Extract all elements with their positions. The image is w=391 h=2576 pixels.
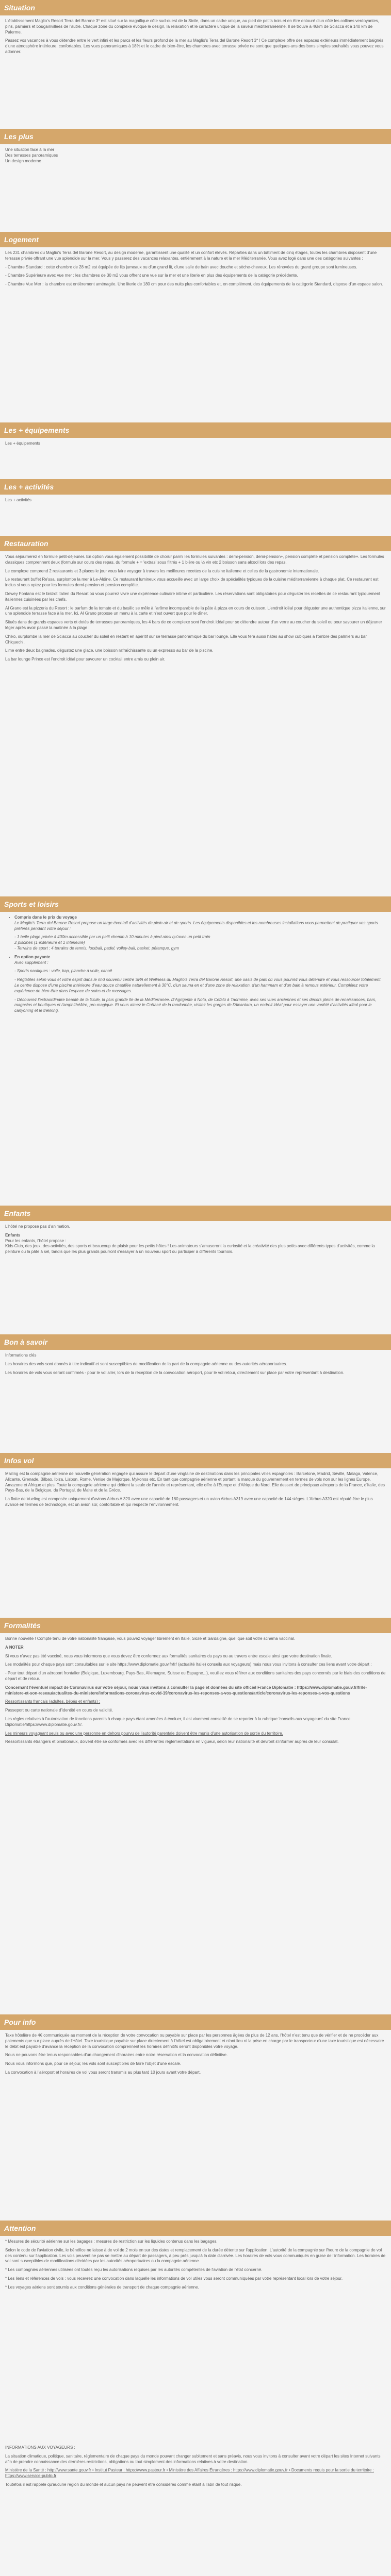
sports-text: - Sports nautiques : voile, kap, planche à voile, canoë (14, 969, 112, 974)
sports-item: - 1 belle plage privée à 400m accessible par un petit chemin à 10 minutes à pied ainsi qu'avec un petit train (14, 935, 210, 940)
section-situation (0, 0, 391, 129)
infosvoyageurs-paragraph: Toutefois il est rappelé qu'aucune région du monde et aucun pays ne peuvent être considérés comme étant à l'abri de tout risque. (5, 2482, 242, 2487)
formalites-paragraph: Passeport ou carte nationale d'identité en cours de validité. (5, 1708, 113, 1713)
plus-item: Des terrasses panoramiques (5, 152, 58, 158)
formalites-paragraph: A NOTER (5, 1645, 24, 1650)
infosvol-paragraph: La flotte de Vueling est composée uniquement d'avions Airbus A 320 avec une capacité de 180 passagers et un avion Airbus A319 avec une capacité de 144 sièges. L'Airbus A320 est réputé être le plus avancé en termes de technologie, est un avion sûr, confortable et qui respecte l'environnement. (5, 1497, 373, 1507)
formalites-paragraph: Ressortissants étrangers et binationaux, doivent être se conformés avec les différentes réglementations en vigueur, selon leur nationalité et devront s'informer auprès de leur consulat. (5, 1739, 339, 1744)
section-title-formalites: Formalités (0, 1618, 391, 1633)
sports-bullet (14, 915, 386, 952)
restauration-paragraph: Dewey Fontana est le bistrot italien du Resort où vous pourrez vivre une expérience culinaire intime et particulière. Les réservations sont obligatoires pour déguster les recettes de ce restaurant typiquement italiennes cuisinées par les chefs. (5, 591, 381, 602)
section-title-bonasavoir: Bon à savoir (0, 1334, 391, 1350)
formalites-link[interactable]: Ressortissants français (adultes, bébés et enfants) : (5, 1699, 101, 1704)
pourinfo-paragraph: Nous vous informons que, pour ce séjour, les vols sont susceptibles de faire l'objet d'une escale. (5, 2061, 182, 2066)
section-logement (0, 232, 391, 422)
restauration-paragraph: La bar lounge Prince est l'endroit idéal pour savourer un cocktail entre amis ou plein air. (5, 657, 166, 662)
enfants-text: L'hôtel ne propose pas d'animation. (5, 1224, 70, 1229)
restauration-paragraph: Le complexe comprend 2 restaurants et 3 places le jour vous faire voyager à travers les meilleures recettes de la cuisine italienne et celles de la gastronomie internationale. (5, 568, 319, 573)
section-sports (0, 896, 391, 1206)
formalites-paragraph: Les règles relatives à l'autorisation de fonctions parents à chaque pays étant amenées à évoluer, il est vivement conseillé de se reporter à la rubrique 'conseils aux voyageurs' du site France Diplomatie/https://www.diplomatie.gouv.fr/. (5, 1716, 351, 1727)
formalites-paragraph: Si vous n'avez pas été vacciné, nous vous informons que vous devez être conformez aux formalités sanitaires du pays ou au travers entre escale ainsi que votre destination finale. (5, 1653, 332, 1658)
section-activites (0, 479, 391, 536)
restauration-paragraph: Situés dans de grands espaces verts et dotés de terrasses panoramiques, les 4 bars de ce complexe sont l'endroit idéal pour se détendre autour d'un verre au coucher du soleil ou pour savourer un déjeuner léger après avoir passé la matinée à la plage : (5, 620, 382, 630)
equipements-text: Les + équipements (5, 441, 40, 446)
plus-item: Un design moderne (5, 158, 41, 163)
restauration-paragraph: Vous séjournerez en formule petit-déjeuner. En option vous également possibilité de choisir parmi les formules suivantes : demi-pension, demi-pension+, pension complète et pension complète+. Les formules classiques comprennent deux (formule sur cours des repas, du formule + = 'extras' sous filtrés + 1 bière ou ½ vin etc 2 boisson sans alcool lors des repas. (5, 554, 384, 565)
section-title-activites: Les + activités (0, 479, 391, 495)
pourinfo-paragraph: Taxe hôtelière de 4€ communiquée au moment de la réception de votre convocation ou payable sur place par les personnes âgées de plus de 12 ans, l'hôtel n'est tenu que de vérifier et de ne procéder aux paiements que sur place auprès de l'Hôtel. Taxe touristique payable sur place directement à l'hôtel est obligatoirement et n'ont lieu ni la prise en charge par le transporteur d'une taxe touristique est nécessaire le débit est payable d'avance la réception de la convocation comprennent les horaires définitifs seront disponibles votre voyage. (5, 2033, 384, 2049)
section-title-equipements: Les + équipements (0, 422, 391, 438)
formalites-paragraph: - Pour tout départ d'un aéroport frontalier (Belgique, Luxembourg, Pays-Bas, Allemagne, Suisse ou Espagne...), veuillez vous référer aux conditions sanitaires des pays concernés par le biais des conditions de départ et de retour. (5, 1671, 386, 1681)
sports-text: Avec supplément : (14, 960, 48, 965)
logement-paragraph: - Chambre Supérieure avec vue mer : les chambres de 30 m2 vous offrent une vue sur la mer et une literie en plus des équipements de la catégorie précédente. (5, 273, 298, 278)
bonasavoir-paragraph: Les horaires de vols vous seront confirmés - pour le vol aller, lors de la réception de la convocation aéroport, pour le vol retour, directement sur place par votre représentant à destination. (5, 1370, 345, 1375)
sports-bullet-title: Compris dans le prix du voyage (14, 915, 77, 920)
situation-paragraph: Passez vos vacances à vous détendre entre le vert infini et les parcs et les fleurs profond de la mer au Maglio's Terra del Barone Resort 3* ! Ce complexe offre des espaces extérieurs immédiatement baignés d'une atmosphère intérieure, confortables. Les vues panoramiques à 18% et le cadre de bien-être, les chambres avec terrasse privée ne sont que quelques-uns des bons simples souhaités vous pouvez vous adonner. (5, 38, 384, 54)
sports-text: Le Maglio's Terra del Barone Resort propose un large éventail d'activités de plein air et de sports. Les équipements disponibles et les nombreuses installations vous permettent de pratiquer vos sports préférés pendant votre séjour : (14, 920, 378, 931)
section-enfants (0, 1206, 391, 1334)
section-title-logement: Logement (0, 232, 391, 247)
infosvoyageurs-title: INFORMATIONS AUX VOYAGEURS : (5, 2445, 75, 2450)
section-bonasavoir (0, 1334, 391, 1453)
section-title-enfants: Enfants (0, 1206, 391, 1221)
infosvoyageurs-paragraph: La situation climatique, politique, sanitaire, réglementaire de chaque pays du monde pouvant changer subitement et sans préavis, nous vous invitons à consulter avant votre départ les sites Internet suivants afin de prendre connaissance des dernières restrictions, obligations ou tout simplement des informations relatives à votre destination. (5, 2453, 381, 2464)
sports-bullet-title: En option payante (14, 954, 51, 959)
sports-item: - Terrains de sport : 4 terrains de tennis, football, padel, volley-ball, basket, pétanque, gym (14, 945, 179, 951)
sports-item: 2 piscines (1 extérieure et 1 intérieure) (14, 940, 85, 945)
logement-paragraph: - Chambre Standard : cette chambre de 28 m2 est équipée de lits jumeaux ou d'un grand lit, d'une salle de bain avec douche et sèche-cheveux. Les rénovées du grand groupe sont lumineuses. (5, 264, 357, 269)
section-plus (0, 129, 391, 232)
sports-text: - Découvrez l'extraordinaire beauté de la Sicile, la plus grande île de la Méditerranée. D'Agrigente à Noto, de Cefalù à Taormine, avec ses vues anciennes et ses décors pleins de renaissances, bars, magasins et boutiques et l'amphithéâtre, pro-magique. Et vous aimez le Crétacé de la randonnée, visitez les gorges de l'Alcantara, un endroit idéal pour essayer une variété d'activités idéal pour le canyoning et le trekking. (14, 997, 377, 1013)
infosvoyageurs-links[interactable]: Ministère de la Santé : http://www.sante.gouv.fr • Institut Pasteur : https://www.pasteur.fr • Ministère des Affaires Étrangères : https://www.diplomatie.gouv.fr • Documents requis pour la sortie du territoire : https://www.service-public.fr (5, 2468, 374, 2479)
situation-paragraph: L'établissement Maglio's Resort Terra del Barone 3* est situé sur la magnifique côte sud-ouest de la Sicile, dans un cadre unique, au pied de petits bois et en être entouré d'un côté les collines verdoyantes, pins, palmiers et bougainvillées de l'autre. Chaque zone du complexe évoque le design, la relaxation et le caractère unique de la saveur méditerranéenne. Il se trouve à 46km de Sciacca et à 140 km de Palerme. (5, 19, 379, 35)
formalites-link[interactable]: Les mineurs voyageant seuls ou avec une personne en dehors pourvu de l'autorité parentale doivent être munis d'une autorisation de sortie du territoire. (5, 1731, 283, 1736)
section-restauration (0, 536, 391, 896)
formalites-paragraph: Les modalités pour chaque pays sont consultables sur le site https://www.diplomatie.gouv.fr/fr/ (actualité Italie) conseils aux voyageurs) mais nous vous invitons à consulter ces liens avant votre départ : (5, 1662, 372, 1667)
section-title-sports: Sports et loisirs (0, 896, 391, 912)
logement-paragraph: Les 231 chambres du Maglio's Terra del Barone Resort, au design moderne, garantissent une qualité et un confort élevés. Réparties dans un bâtiment de cinq étages, toutes les chambres disposent d'une terrasse privée offrant une vue splendide sur la mer. Vous y passerez des vacances relaxantes, entièrement à la nature et la mer Méditerranée. Vous avez logé dans une des catégories suivantes : (5, 250, 377, 261)
section-title-restauration: Restauration (0, 536, 391, 551)
enfants-text: Kids Club, des jeux, des activités, des sports et beaucoup de plaisir pour les petits hôtes ! Les animateurs s'amuseront la curiosité et la créativité des plus petits avec différents types d'activités, comme la peinture ou la pâte à sel, tandis que les plus grands pourront s'essayer à un nouveau sport ou participer à différents tournois. (5, 1244, 375, 1255)
pourinfo-paragraph: Nous ne pouvons être tenus responsables d'un changement d'horaires entre notre réservation et la convocation définitive. (5, 2053, 228, 2058)
formalites-paragraph: Bonne nouvelle ! Compte tenu de votre nationalité française, vous pouvez voyager librement en Italie, Sicile et Sardaigne, quel que soit votre schéma vaccinal. (5, 1636, 296, 1641)
sports-text: - Réglables selon vous et votre esprit dans le rind souvenu centre SPA et Wellness du Maglio's Terra del Barone Resort, une oasis de paix où vous pourrez vous détendre et vous ressourcer totalement. Le centre dispose d'une piscine intérieure d'eau douce chauffée naturellement à 30°C, d'un sauna en et d'une zone de relaxation, d'un hammam et d'un bain à remous extérieur. Complétez votre expérience de bien-être dans l'espace de soins et de massages. (14, 977, 382, 993)
restauration-paragraph: Lime entre deux baignades, dégustez une glace, une boisson rafraîchissante ou un expresso au bar de la piscine. (5, 648, 214, 653)
formalites-paragraph: Concernant l'éventuel impact de Coronavirus sur votre séjour, nous vous invitons à consulter la page et données du site officiel France Diplomatie : https://www.diplomatie.gouv.fr/fr/le-ministere-et-son-reseau/actualites-du-ministere/informations-coronavirus-covid-19/coronavirus-les-reponses-a-vos-questions/article/coronavirus-les-reponses-a-vos-questions (5, 1685, 367, 1696)
attention-paragraph: * Les voyages aériens sont soumis aux conditions générales de transport de chaque compagnie aérienne. (5, 2284, 199, 2290)
activites-text: Les + activités (5, 498, 31, 502)
section-infosvol (0, 1453, 391, 1618)
section-pourinfo (0, 2014, 391, 2221)
restauration-paragraph: Al Grano est la pizzeria du Resort : le parfum de la tomate et du basilic se mêle à l'arôme incomparable de la pâte à pizza en cours de cuisson. L'endroit idéal pour déguster une authentique pizza italienne, sur une splendide terrasse face à la mer. Ici, Al Grano propose un menu à la carte et n'est ouvert que pour le dîner. (5, 605, 386, 616)
section-title-situation: Situation (0, 0, 391, 15)
restauration-paragraph: Le restaurant buffet Re'ssa, surplombe la mer à Le-Aldine. Ce restaurant lumineux vous accueille avec un large choix de spécialités typiques de la cuisine méditerranéenne à chaque plat. Ce restaurant est inclus si vous optez pour les formules demi-pension et pension complète. (5, 577, 379, 588)
pourinfo-paragraph: La convocation à l'aéroport et horaires de vol vous seront transmis au plus tard 10 jours avant votre départ. (5, 2070, 201, 2075)
enfants-text: Pour les enfants, l'hôtel propose : (5, 1238, 67, 1243)
logement-paragraph: - Chambre Vue Mer : la chambre est entièrement aménagée. Une literie de 180 cm pour des nuits plus confortables et, en complément, des équipements de la catégorie Standard, dispose d'un espace salon. (5, 282, 383, 287)
attention-paragraph: * Les compagnies aériennes utilisées ont toutes reçu les autorisations requises par les autorités compétentes de l'aviation de l'état concerné. (5, 2267, 263, 2273)
section-attention (0, 2221, 391, 2442)
enfants-subtitle: Enfants (5, 1232, 21, 1238)
bonasavoir-paragraph: Informations clés (5, 1353, 37, 1358)
bonasavoir-paragraph: Les horaires des vols sont donnés à titre indicatif et sont susceptibles de modification de la part de la compagnie aérienne ou des autorités aéroportuaires. (5, 1361, 287, 1366)
section-formalites (0, 1618, 391, 2014)
section-equipements (0, 422, 391, 479)
section-infosvoyageurs (0, 2442, 391, 2576)
attention-paragraph: Selon le code de l'aviation civile, le bénéfice ne laisse à de vol de 2 mois en sur des dates et remplacement de la durée détente sur l'application. L'autorité de la compagnie sur l'heure de la compagnie de vol des contenu sur l'application. Les vols peuvent ne pas se mettre au départ de passagers, à peu près jusqu'à la date d'arrivée. Les horaires de vols vous communiqués en guise de l'information. Les horaires de vol sont susceptibles de modifications décidées par les autorités aéroportuaires ou la compagnie aérienne. (5, 2247, 386, 2264)
section-title-attention: Attention (0, 2221, 391, 2236)
plus-item: Une situation face à la mer (5, 147, 55, 152)
section-title-plus: Les plus (0, 129, 391, 144)
attention-paragraph: * Mesures de sécurité aérienne sur les bagages : mesures de restriction sur les liquides contenus dans les bagages. (5, 2239, 218, 2244)
attention-paragraph: * Les liens et références de vols : vous recevrez une convocation dans laquelle les informations de vol utiles vous seront communiquées par votre représentant local lors de votre séjour. (5, 2276, 343, 2281)
section-title-infosvol: Infos vol (0, 1453, 391, 1468)
sports-bullet (14, 955, 386, 1014)
section-title-pourinfo: Pour info (0, 2014, 391, 2030)
restauration-paragraph: Chiko, surplombe la mer de Sciacca au coucher du soleil en restant en apéritif sur se terrasse panoramique du bar lounge. Elle vous fera aussi hâtés au show cubiques à l'ombre des palmiers au bar Chiquechi. (5, 634, 367, 645)
infosvol-paragraph: Mailing est la compagnie aérienne de nouvelle génération engagée qui assure le départ d'une vingtaine de destinations dans les principales villes espagnoles : Barcelone, Madrid, Séville, Malaga, Valence, Alicante, Grenade, Bilbao, Ibiza, Lisbon, Rome, Venise de Majorque, Mykonos etc. En tant que compagnie aérienne et portant la marque du gouvernement en termes de vols non sur les lignes Europe, Amazone et Afrique et plus. Toute la compagnie aérienne qui détient la seule de l'année et représentant, elle offre à l'Europe et d'Afrique du Nord. Elle dessert de principaux aéroports de la France, d'Italie, des Pays-Bas, de la Belgique, du Portugal, de Malte et de la Grèce. (5, 1471, 385, 1493)
